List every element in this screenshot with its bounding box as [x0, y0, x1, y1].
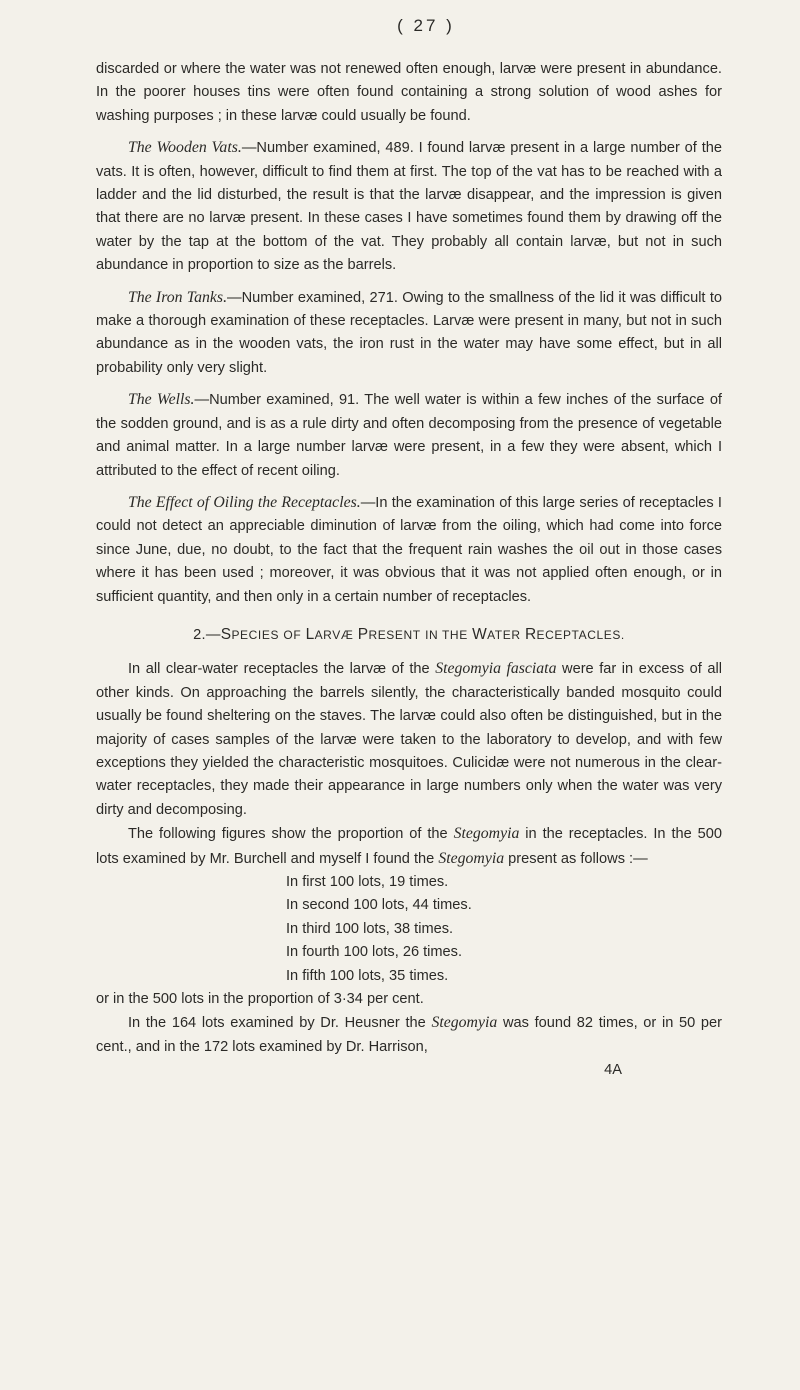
paragraph-text: —Number examined, 91. The well water is within a few inches of the surface of the sodden ground, and is as a rule dirty and often decomposing from the presence of vegetable and animal matter. In a large number larvæ were present, in a few they were absent, which I attributed to the effect of recent oiling.: [96, 392, 722, 479]
paragraph-wooden-vats: [96, 136, 722, 277]
genus-name: Stegomyia: [431, 1014, 498, 1032]
species-name: Stegomyia fasciata: [435, 660, 557, 678]
paragraph-heusner: In the 164 lots examined by Dr. Heusner the Stegomyia was found 82 times, or in 50 per cent., and in the 172 lots examined by Dr. Harrison,: [96, 1014, 723, 1055]
paragraph-oiling: [96, 491, 722, 609]
list-item: In fourth 100 lots, 26 times.: [286, 944, 463, 961]
paragraph-clear-water: In all clear-water receptacles the larvæ of the Stegomyia fasciata were far in excess of all other kinds. On approaching the barrels silently, the characteristically banded mosquito could usually be found sheltering on the staves. The larvæ could also often be distinguished, but in the majority of cases samples of the larvæ were taken to the laboratory to develop, and with few exceptions they yielded the characteristic mosquitoes. Culicidæ were not numerous in the clear-water receptacles, they made their appearance in large numbers only when the water was very dirty and decomposing.: [96, 660, 722, 818]
paragraph-text: —Number examined, 271. Owing to the smallness of the lid it was difficult to make a thorough examination of these receptacles. Larvæ were present in many, but not in such abundance as in the wooden vats, the iron rust in the water may have some effect, but in all probability only very slight.: [96, 289, 722, 376]
list-item: In first 100 lots, 19 times.: [286, 874, 449, 890]
paragraph-text: —In the examination of this large series of receptacles I could not detect an appreciable diminution of larvæ from the oiling, which had come into force since June, due, no doubt, to the fact that the frequent rain washes the oil out in those cases where it has been used ; moreover, it was obvious that it was not applied often enough, or in sufficient quantity, and then only in a certain number of receptacles.: [96, 494, 722, 605]
genus-name: Stegomyia: [453, 825, 520, 843]
counts-list: [96, 871, 722, 988]
page-number: ( 27 ): [397, 16, 455, 35]
signature-mark: 4A: [604, 1062, 622, 1079]
paragraph-tins: discarded or where the water was not renewed often enough, larvæ were present in abundance. In the poorer houses tins were often found containing a strong solution of wood ashes for washing purposes ; in these larvæ could usually be found.: [96, 61, 722, 124]
section-title-wells: The Wells.: [128, 391, 195, 409]
section-heading: 2.—SPECIES OF LARVÆ PRESENT IN THE WATER RECEPTACLES.: [193, 625, 625, 643]
paragraph-text: —Number examined, 489. I found larvæ present in a large number of the vats. It is often, however, difficult to find them at first. The top of the vat has to be reached with a ladder and the lid disturbed, the result is that the larvæ disappear, and the impression is given that there are no larvæ present. In these cases I have sometimes found them by drawing off the water by the tap at the bottom of the vat. They probably all contain larvæ, but not in such abundance in proportion to size as the barrels.: [96, 140, 722, 274]
paragraph-wells: [96, 388, 722, 483]
list-item: In second 100 lots, 44 times.: [286, 897, 472, 914]
section-title-oiling: The Effect of Oiling the Receptacles.: [128, 493, 361, 511]
genus-name: Stegomyia: [438, 849, 505, 867]
list-item: In third 100 lots, 38 times.: [286, 920, 454, 937]
document-page: [96, 14, 722, 1081]
section-title-iron-tanks: The Iron Tanks.: [128, 288, 228, 306]
section-title-wooden-vats: The Wooden Vats.: [128, 139, 242, 157]
paragraph-proportion: or in the 500 lots in the proportion of 3·34 per cent.: [96, 990, 424, 1007]
paragraph-iron-tanks: [96, 286, 722, 381]
list-item: In fifth 100 lots, 35 times.: [286, 967, 449, 984]
paragraph-figures-intro: The following figures show the proportion of the Stegomyia in the receptacles. In the 500 lots examined by Mr. Burchell and myself I found the Stegomyia present as follows :—: [96, 825, 723, 867]
